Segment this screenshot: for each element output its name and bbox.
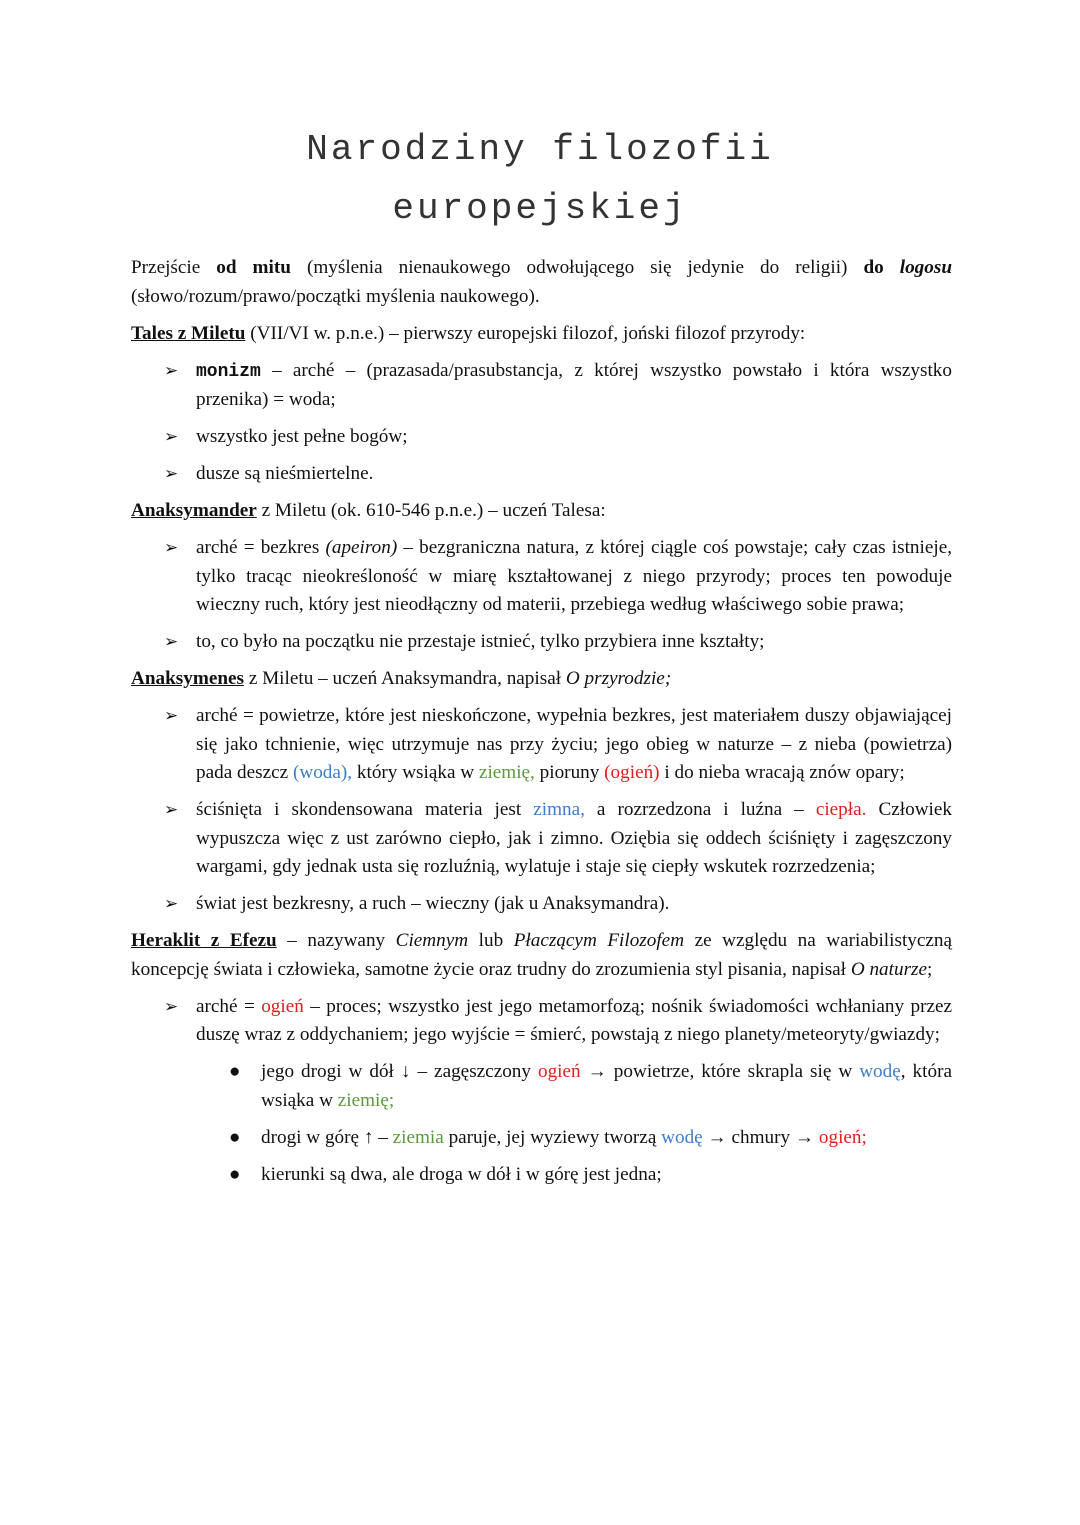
list-item-text: drogi w górę ↑ – [261, 1126, 393, 1148]
arrow-bullet-icon: ➢ [164, 996, 179, 1017]
section-heraklit-desc: – nazywany [276, 930, 396, 951]
list-item [131, 993, 952, 1050]
arrow-bullet-icon: ➢ [164, 427, 179, 447]
list-item-text: Człowiek wypuszcza więc z ust zarówno ciepło, jak i zimno. Oziębia się oddech ściśnięty i zagęszczony wargami, gdy jednak usta się rozluźnią, wylatuje i staje się ciepły wskutek rozrzedzenia; [196, 799, 952, 877]
list-item [131, 890, 952, 919]
arrow-bullet-icon: ➢ [164, 800, 179, 820]
list-item-text: ściśnięta i skondensowana materia jest [196, 799, 534, 820]
arrow-bullet-icon: ➢ [164, 464, 179, 484]
term-woda: (woda), [292, 762, 353, 783]
list-item-text: arché = powietrze, które jest nieskończone, wypełnia bezkres, jest materiałem duszy objawiającej się jako tchnienie, więc utrzymuje nas przy życiu; jego obieg w naturze – z nieba (powietrza) pada deszcz [196, 705, 952, 783]
list-item [131, 460, 952, 489]
document-body [131, 254, 952, 1198]
philosopher-name-anaksymenes: Anaksymenes [131, 668, 245, 689]
philosopher-name-heraklit: Heraklit z Efezu [131, 930, 277, 951]
book-title: O naturze [850, 958, 928, 980]
section-anaksymander-heading [131, 497, 952, 526]
term-woda: wodę [859, 1061, 901, 1082]
list-item-text: pioruny [534, 762, 605, 783]
list-item [131, 796, 952, 882]
term-ziemia: ziemię; [337, 1089, 395, 1111]
arrow-bullet-icon: ➢ [164, 706, 179, 726]
round-bullet-icon: ● [229, 1061, 241, 1082]
term-ziemia: ziemię, [478, 762, 535, 783]
list-item-text: i do nieba wracają znów opary; [659, 762, 905, 783]
intro-text: Przejście [131, 257, 217, 278]
intro-bold-mit: od mitu [216, 257, 291, 278]
term-ogien: ogień [537, 1061, 581, 1082]
sub-list-item [131, 1058, 952, 1115]
intro-text: (myślenia nienaukowego odwołującego się jedynie do religii) [290, 257, 864, 278]
list-item [131, 357, 952, 415]
list-item-text: wszystko jest pełne bogów; [196, 426, 408, 447]
list-item-text: a rozrzedzona i luźna – [584, 799, 816, 820]
list-item-text: – arché – (prazasada/prasubstancja, z której wszystko powstało i która wszystko przenika) = woda; [196, 359, 952, 410]
term-zimna: zimna, [533, 799, 585, 820]
list-item [131, 628, 952, 657]
term-ziemia: ziemia [392, 1126, 444, 1148]
intro-text: (słowo/rozum/prawo/początki myślenia naukowego). [131, 285, 540, 307]
list-item-text: → powietrze, które skrapla się w [580, 1061, 860, 1082]
list-item-text: kierunki są dwa, ale droga w dół i w górę jest jedna; [261, 1163, 662, 1185]
list-item-text: – proces; wszystko jest jego metamorfozą; nośnik świadomości wchłaniany przez duszę wraz z oddychaniem; jego wyjście = śmierć, powstają z niego planety/meteoryty/gwiazdy; [196, 995, 953, 1045]
section-heraklit-desc: ; [927, 958, 933, 980]
section-heraklit-heading [131, 927, 952, 984]
nickname-placzacy: Płaczącym Filozofem [513, 930, 685, 951]
term-ogien: (ogień) [604, 762, 660, 783]
intro-paragraph [131, 254, 952, 311]
section-heraklit-desc: ze względu na wariabilistyczną koncepcję świata i człowieka, samotne życie oraz trudny do zrozumienia styl pisania, napisał [131, 930, 953, 980]
list-item-text: paruje, jej wyziewy tworzą [443, 1126, 662, 1148]
sub-list-item [131, 1124, 952, 1153]
list-item-text: → chmury → [702, 1126, 819, 1148]
list-item-text: świat jest bezkresny, a ruch – wieczny (jak u Anaksymandra). [196, 893, 670, 914]
round-bullet-icon: ● [229, 1163, 241, 1185]
list-item [131, 534, 952, 620]
list-item [131, 702, 952, 788]
section-tales-heading [131, 320, 952, 349]
term-ogien: ogień [261, 995, 304, 1017]
list-item [131, 423, 952, 452]
term-monizm: monizm [196, 361, 261, 382]
book-title: O przyrodzie; [565, 668, 672, 689]
arrow-bullet-icon: ➢ [164, 632, 179, 652]
section-tales-desc: (VII/VI w. p.n.e.) – pierwszy europejski filozof, joński filozof przyrody: [245, 322, 806, 344]
arrow-bullet-icon: ➢ [164, 360, 179, 381]
term-ogien: ogień; [818, 1126, 867, 1148]
philosopher-name-tales: Tales z Miletu [131, 322, 246, 344]
intro-logos: logosu [899, 257, 952, 278]
arrow-bullet-icon: ➢ [164, 894, 179, 914]
page-title-line2: europejskiej [392, 188, 688, 229]
term-apeiron: (apeiron) [325, 537, 398, 558]
list-item-text: dusze są nieśmiertelne. [196, 463, 374, 484]
section-heraklit-desc: lub [468, 930, 514, 951]
list-item-text: arché = bezkres [196, 537, 326, 558]
page-title-line1: Narodziny filozofii [306, 129, 774, 170]
philosopher-name-anaksymander: Anaksymander [131, 500, 257, 521]
sub-list-item [131, 1161, 952, 1190]
intro-bold-do: do [863, 257, 900, 278]
section-anaksymenes-heading [131, 665, 952, 694]
section-anaksymander-desc: z Miletu (ok. 610-546 p.n.e.) – uczeń Talesa: [256, 500, 606, 521]
round-bullet-icon: ● [229, 1126, 241, 1148]
list-item-text: to, co było na początku nie przestaje istnieć, tylko przybiera inne kształty; [196, 631, 765, 652]
section-anaksymenes-desc: z Miletu – uczeń Anaksymandra, napisał [244, 668, 566, 689]
list-item-text: jego drogi w dół ↓ – zagęszczony [261, 1061, 538, 1082]
list-item-text: – bezgraniczna natura, z której ciągle coś powstaje; cały czas istnieje, tylko tracąc nieokreśloność w miarę kształtowanej z niego przyrody; proces ten powoduje wieczny ruch, który jest nieodłączny od materii, przebiega według właściwego sobie prawa; [196, 537, 953, 615]
list-item-text: arché = [196, 995, 262, 1017]
arrow-bullet-icon: ➢ [164, 538, 179, 558]
term-woda: wodę [661, 1126, 703, 1148]
list-item-text: , która wsiąka w [261, 1061, 952, 1111]
list-item-text: który wsiąka w [352, 762, 479, 783]
term-ciepla: ciepła. [815, 799, 867, 820]
nickname-ciemny: Ciemnym [395, 930, 469, 951]
